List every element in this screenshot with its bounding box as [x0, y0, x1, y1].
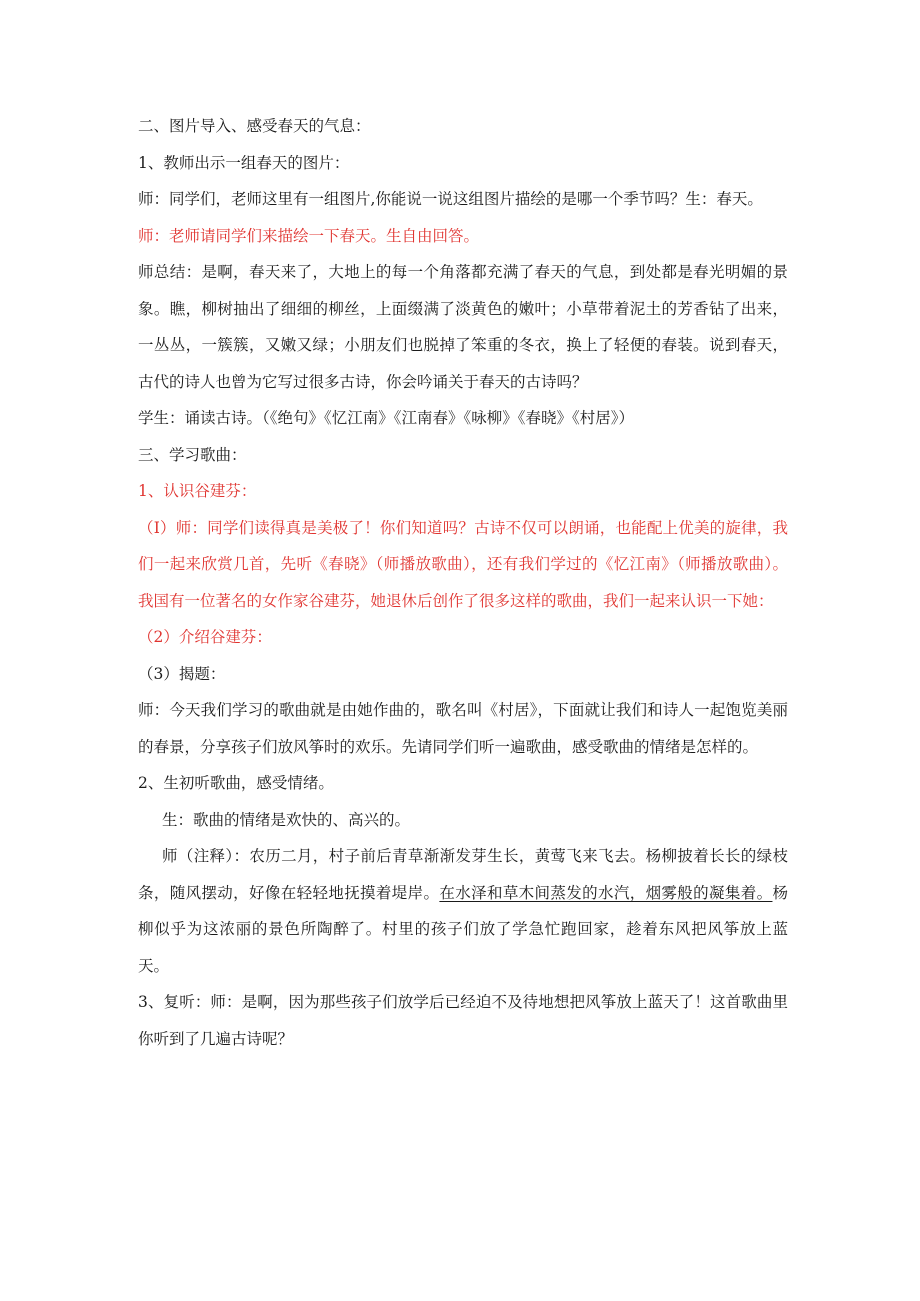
annotation-text-start: 师（注释）：农历二月，村子前后青草渐渐发芽生长，黄莺飞来飞去。杨柳披着长长的绿枝条，随风摆动，好像在轻轻地抚摸着堤岸。 — [138, 847, 788, 902]
step-2-heading: 2、生初听歌曲，感受情绪。 — [138, 774, 334, 792]
annotation-text-end: 杨柳似乎为这浓丽的景色所陶醉了。村里的孩子们放了学急忙跑回家，趁着东风把风筝放上蓝天。 — [138, 883, 788, 975]
introduce-composer-line: （2）介绍谷建芬： — [138, 628, 272, 646]
teacher-prompt-red: 师：老师请同学们来描绘一下春天。生自由回答。 — [138, 226, 480, 245]
composer-intro-paragraph: （I）师：同学们读得真是美极了！你们知道吗？古诗不仅可以朗诵，也能配上优美的旋律，我们一起来欣赏几首，先听《春晓》（师播放歌曲），还有我们学过的《忆江南》（师播放歌曲）。我国有一位著名的女作家谷建芬，她退休后创作了很多这样的歌曲，我们一起来认识一下她： — [138, 518, 788, 610]
teacher-question-paragraph: 师：同学们，老师这里有一组图片,你能说一说这组图片描绘的是哪一个季节吗？生：春天。 — [138, 190, 763, 208]
step-3-paragraph: 3、复听：师：是啊，因为那些孩子们放学后已经迫不及待地想把风筝放上蓝天了！这首歌曲里你听到了几遍古诗呢？ — [138, 993, 788, 1048]
teacher-summary-paragraph: 师总结：是啊，春天来了，大地上的每一个角落都充满了春天的气息，到处都是春光明媚的景象。瞧，柳树抽出了细细的柳丝，上面缀满了淡黄色的嫩叶；小草带着泥土的芳香钻了出来，一丛丛，一簇簇，又嫩又绿；小朋友们也脱掉了笨重的冬衣，换上了轻便的春装。说到春天，古代的诗人也曾为它写过很多古诗，你会吟诵关于春天的古诗吗？ — [138, 263, 788, 391]
step-1-heading: 1、教师出示一组春天的图片： — [138, 153, 350, 172]
student-answer-line: 生：歌曲的情绪是欢快的、高兴的。 — [162, 810, 411, 829]
annotation-paragraph — [138, 838, 788, 984]
section-heading-2: 二、图片导入、感受春天的气息： — [138, 117, 371, 135]
annotation-underlined-text: 在水泽和草木间蒸发的水汽，烟雾般的凝集着。 — [439, 883, 773, 902]
student-recitation-paragraph: 学生：诵读古诗。（《绝句》《忆江南》《江南春》《咏柳》《春晓》《村居》） — [138, 409, 635, 427]
step-1-composer-heading: 1、认识谷建芬： — [138, 482, 257, 500]
song-intro-paragraph: 师：今天我们学习的歌曲就是由她作曲的，歌名叫《村居》，下面就让我们和诗人一起饱览美丽的春景，分享孩子们放风筝时的欢乐。先请同学们听一遍歌曲，感受歌曲的情绪是怎样的。 — [138, 701, 788, 756]
document-body — [138, 108, 788, 1057]
section-heading-3: 三、学习歌曲： — [138, 445, 247, 464]
reveal-topic-line: （3）揭题： — [138, 664, 226, 683]
